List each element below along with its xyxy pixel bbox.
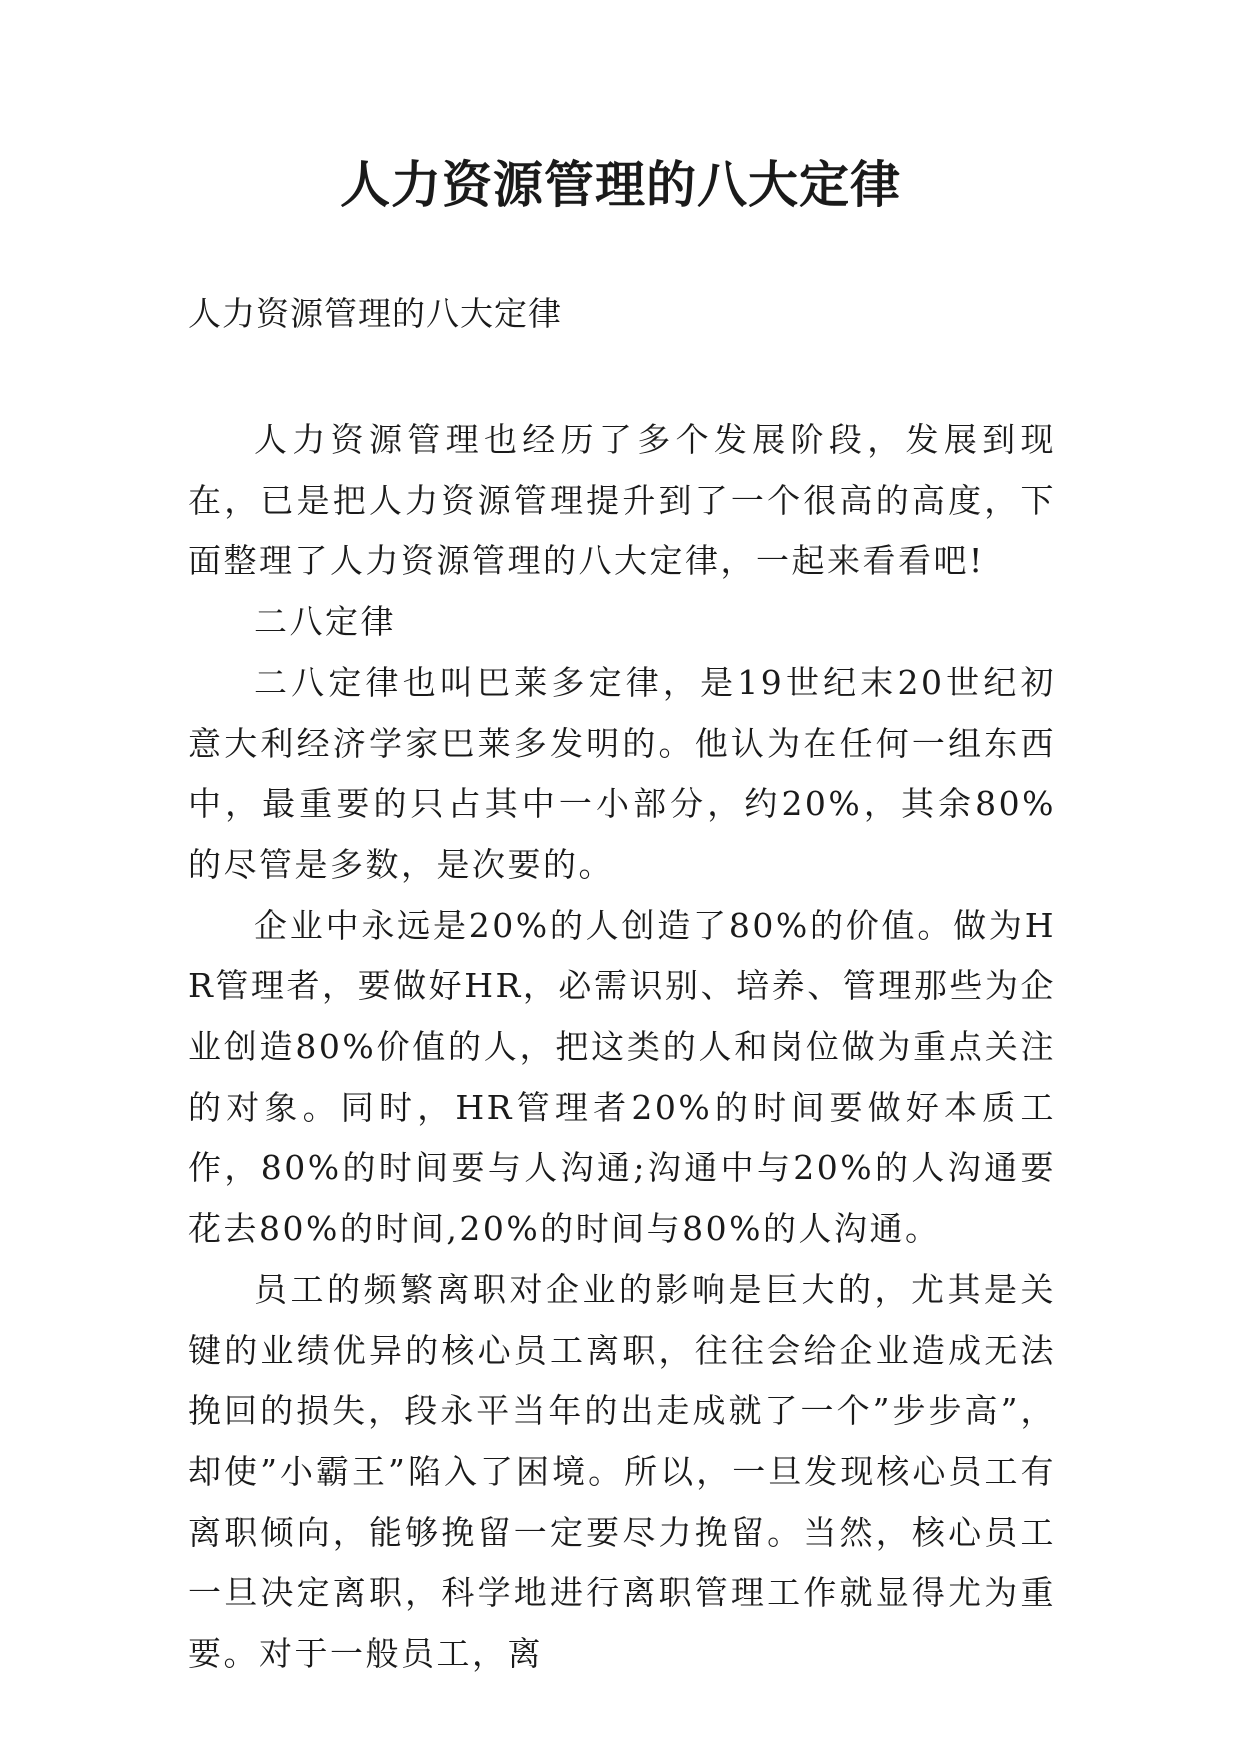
paragraph-employee-turnover: 员工的频繁离职对企业的影响是巨大的，尤其是关键的业绩优异的核心员工离职，往往会给企业造成无法挽回的损失，段永平当年的出走成就了一个”步步高”，却使”小霸王”陷入了困境。所以，一旦发现核心员工有离职倾向，能够挽留一定要尽力挽留。当然，核心员工一旦决定离职，科学地进行离职管理工作就显得尤为重要。对于一般员工，离: [188, 1269, 1056, 1674]
document-subtitle: 人力资源管理的八大定律: [188, 294, 562, 333]
paragraph-intro: 人力资源管理也经历了多个发展阶段，发展到现在，已是把人力资源管理提升到了一个很高的高度，下面整理了人力资源管理的八大定律，一起来看看吧!: [188, 420, 1056, 581]
paragraph-pareto-enterprise: 企业中永远是20%的人创造了80%的价值。做为HR管理者，要做好HR，必需识别、培养、管理那些为企业创造80%价值的人，把这类的人和岗位做为重点关注的对象。同时，HR管理者20%的时间要做好本质工作，80%的时间要与人沟通;沟通中与20%的人沟通要花去80%的时间,20%的时间与80%的人沟通。: [188, 905, 1056, 1249]
document-body: [188, 410, 1056, 1685]
paragraph-pareto-definition: 二八定律也叫巴莱多定律，是19世纪末20世纪初意大利经济学家巴莱多发明的。他认为在任何一组东西中，最重要的只占其中一小部分，约20%，其余80%的尽管是多数，是次要的。: [188, 662, 1056, 884]
document-title: 人力资源管理的八大定律: [340, 155, 901, 214]
section-heading-pareto: 二八定律: [254, 602, 396, 642]
